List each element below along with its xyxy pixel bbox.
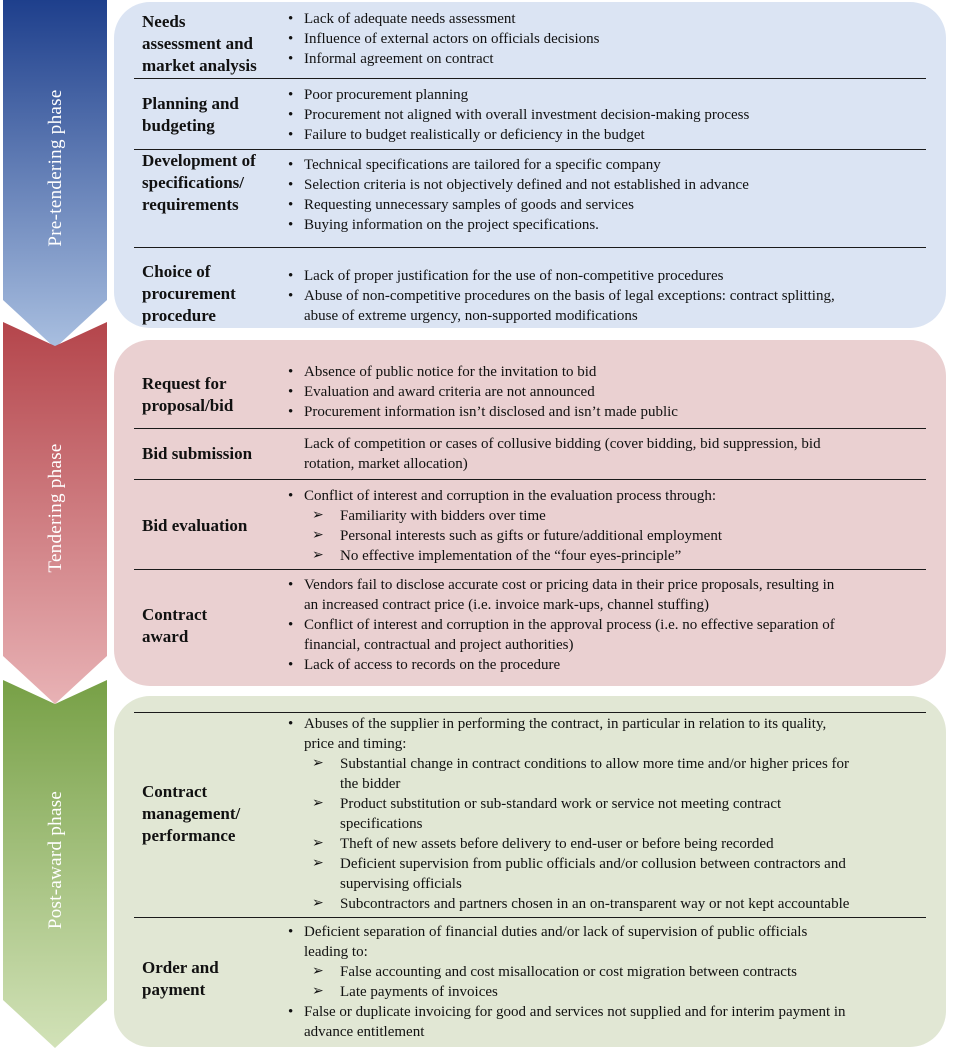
row-contract-management (114, 713, 946, 917)
risk-item: • Abuse of non-competitive procedures on the basis of legal exceptions: contract splitting, (286, 286, 932, 306)
risk-subitem-continued: specifications (340, 816, 423, 832)
risk-item-continued: an increased contract price (i.e. invoice mark-ups, channel stuffing) (304, 597, 709, 613)
risk-subitem: ➢ Personal interests such as gifts or future/additional employment (286, 526, 932, 546)
category-label: Order and payment (142, 958, 219, 999)
risk-item: • Evaluation and award criteria are not announced (286, 382, 932, 402)
category-label: Request for proposal/bid (142, 374, 234, 415)
risk-list (286, 575, 932, 675)
row-planning-budgeting (114, 79, 946, 149)
risk-item-continued: abuse of extreme urgency, non-supported modifications (304, 308, 638, 324)
category-label: Bid submission (142, 444, 253, 463)
risk-subitem: ➢ Deficient supervision from public officials and/or collusion between contractors and (286, 854, 932, 874)
risk-list (286, 714, 932, 914)
risk-item: • Influence of external actors on officials decisions (286, 29, 932, 49)
risk-subitem: ➢ No effective implementation of the “four eyes-principle” (286, 546, 932, 566)
category-label: Contract award (142, 605, 208, 646)
tendering-phase-label: Tendering phase (45, 443, 66, 573)
risk-item-continued: financial, contractual and project authorities) (304, 637, 574, 653)
risk-subitem: ➢ Late payments of invoices (286, 982, 932, 1002)
risk-item: • Buying information on the project specifications. (286, 215, 932, 235)
risk-item: • Poor procurement planning (286, 85, 932, 105)
row-order-payment (114, 918, 946, 1047)
risk-item: Lack of competition or cases of collusive bidding (cover bidding, bid suppression, bid (304, 436, 821, 452)
risk-list (286, 85, 932, 145)
risk-item: • Vendors fail to disclose accurate cost or pricing data in their price proposals, resulting in (286, 575, 932, 595)
row-bid-submission (114, 429, 946, 479)
risk-subitem-continued: the bidder (340, 776, 401, 792)
category-label: Development of specifications/ requirements (142, 151, 256, 214)
risk-item: • Absence of public notice for the invitation to bid (286, 362, 932, 382)
category-label: Choice of procurement procedure (142, 262, 236, 325)
row-procurement-procedure (114, 248, 946, 328)
risk-item-continued: rotation, market allocation) (304, 456, 468, 472)
row-bid-evaluation (114, 480, 946, 569)
risk-item: • Selection criteria is not objectively defined and not established in advance (286, 175, 932, 195)
risk-item: • Deficient separation of financial duties and/or lack of supervision of public officials (286, 922, 932, 942)
post-award-panel (114, 696, 946, 1047)
risk-item-continued: advance entitlement (304, 1024, 425, 1040)
pre-tendering-panel (114, 2, 946, 328)
risk-item: • Lack of proper justification for the use of non-competitive procedures (286, 266, 932, 286)
risk-list (286, 922, 932, 1042)
risk-subitem: ➢ False accounting and cost misallocation or cost migration between contracts (286, 962, 932, 982)
risk-item: • Procurement information isn’t disclosed and isn’t made public (286, 402, 932, 422)
risk-list (286, 362, 932, 422)
risk-list (286, 434, 932, 474)
pre-tendering-phase-label: Pre-tendering phase (45, 89, 66, 247)
category-label: Bid evaluation (142, 516, 248, 535)
risk-item: • Failure to budget realistically or deficiency in the budget (286, 125, 932, 145)
risk-item-continued: leading to: (304, 944, 368, 960)
risk-item-continued: price and timing: (304, 736, 407, 752)
risk-list (286, 155, 932, 235)
risk-item: • Lack of adequate needs assessment (286, 9, 932, 29)
risk-subitem-continued: supervising officials (340, 876, 462, 892)
category-label: Planning and budgeting (142, 94, 239, 135)
risk-subitem: ➢ Theft of new assets before delivery to end-user or before being recorded (286, 834, 932, 854)
risk-item: • Lack of access to records on the procedure (286, 655, 932, 675)
risk-subitem: ➢ Substantial change in contract conditions to allow more time and/or higher prices for (286, 754, 932, 774)
risk-item: • Requesting unnecessary samples of goods and services (286, 195, 932, 215)
risk-subitem: ➢ Subcontractors and partners chosen in an on-transparent way or not kept accountable (286, 894, 932, 914)
risk-list (286, 266, 932, 326)
risk-subitem: ➢ Familiarity with bidders over time (286, 506, 932, 526)
risk-item: • Informal agreement on contract (286, 49, 932, 69)
tendering-panel (114, 340, 946, 686)
risk-list (286, 486, 932, 566)
risk-item: • Conflict of interest and corruption in the evaluation process through: (286, 486, 932, 506)
risk-list (286, 9, 932, 69)
row-contract-award (114, 570, 946, 686)
risk-item: • Abuses of the supplier in performing the contract, in particular in relation to its quality, (286, 714, 932, 734)
risk-item: • Procurement not aligned with overall investment decision-making process (286, 105, 932, 125)
risk-item: • False or duplicate invoicing for good and services not supplied and for interim payment in (286, 1002, 932, 1022)
row-needs-assessment (114, 2, 946, 78)
risk-item: • Conflict of interest and corruption in the approval process (i.e. no effective separation of (286, 615, 932, 635)
category-label: Contract management/ performance (142, 782, 241, 845)
risk-item: • Technical specifications are tailored for a specific company (286, 155, 932, 175)
row-request-for-proposal (114, 340, 946, 428)
risk-subitem: ➢ Product substitution or sub-standard work or service not meeting contract (286, 794, 932, 814)
row-specifications (114, 150, 946, 247)
category-label: Needs assessment and market analysis (142, 12, 257, 75)
post-award-phase-label: Post-award phase (45, 790, 66, 930)
